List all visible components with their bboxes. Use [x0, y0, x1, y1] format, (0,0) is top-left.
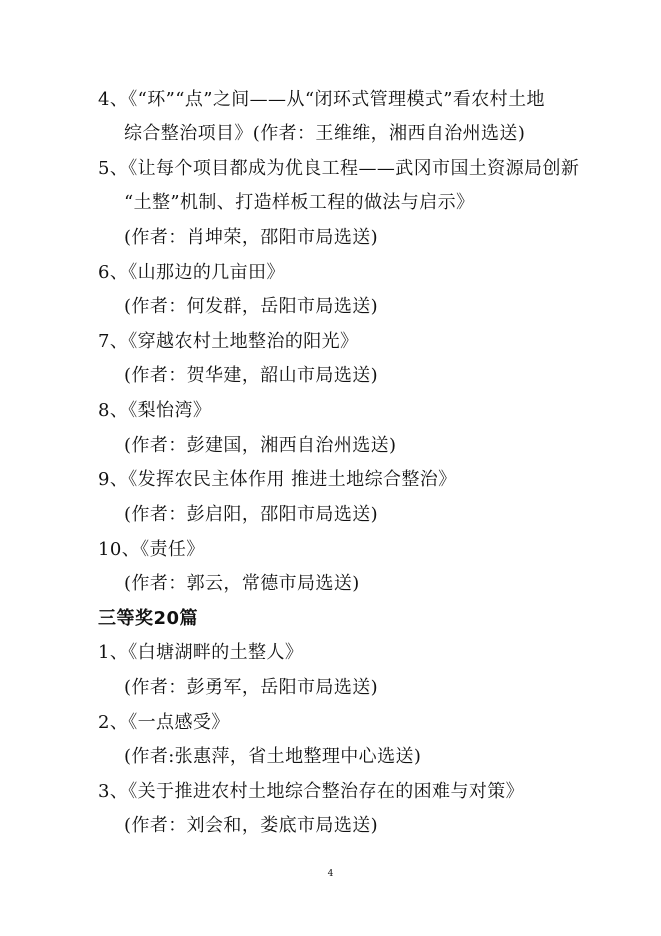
third-entry-3-author: (作者：刘会和，娄底市局选送) — [124, 815, 379, 836]
third-entry-2-title: 2、《一点感受》 — [98, 712, 230, 733]
entry-7-author: (作者：贺华建，韶山市局选送) — [124, 365, 379, 386]
third-entry-1-author: (作者：彭勇军，岳阳市局选送) — [124, 677, 379, 698]
entry-4-title-line-2: 综合整治项目》(作者：王维维，湘西自治州选送) — [124, 123, 526, 144]
entry-8-author: (作者：彭建国，湘西自治州选送) — [124, 435, 397, 456]
entry-7-title: 7、《穿越农村土地整治的阳光》 — [98, 331, 359, 352]
entry-5-title-line-2: “土整”机制、打造样板工程的做法与启示》 — [124, 192, 475, 213]
entry-9-title: 9、《发挥农民主体作用 推进土地综合整治》 — [98, 469, 457, 490]
entry-9-author: (作者：彭启阳，邵阳市局选送) — [124, 504, 379, 525]
third-entry-1-title: 1、《白塘湖畔的土整人》 — [98, 642, 304, 663]
section-heading-third-prize: 三等奖20篇 — [98, 608, 199, 629]
entry-5-title-line-1: 5、《让每个项目都成为优良工程——武冈市国土资源局创新 — [98, 158, 580, 179]
third-entry-3-title: 3、《关于推进农村土地综合整治存在的困难与对策》 — [98, 781, 525, 802]
third-entry-2-author: (作者:张惠萍，省土地整理中心选送) — [124, 746, 422, 767]
entry-4-title-line-1: 4、《“环”“点”之间——从“闭环式管理模式”看农村土地 — [98, 89, 545, 110]
entry-6-title: 6、《山那边的几亩田》 — [98, 262, 285, 283]
entry-6-author: (作者：何发群，岳阳市局选送) — [124, 296, 379, 317]
entry-10-author: (作者：郭云，常德市局选送) — [124, 573, 360, 594]
entry-8-title: 8、《梨怡湾》 — [98, 400, 212, 421]
entry-5-author: (作者：肖坤荣，邵阳市局选送) — [124, 227, 379, 248]
page-number: 4 — [327, 869, 334, 879]
entry-10-title: 10、《责任》 — [98, 539, 205, 560]
